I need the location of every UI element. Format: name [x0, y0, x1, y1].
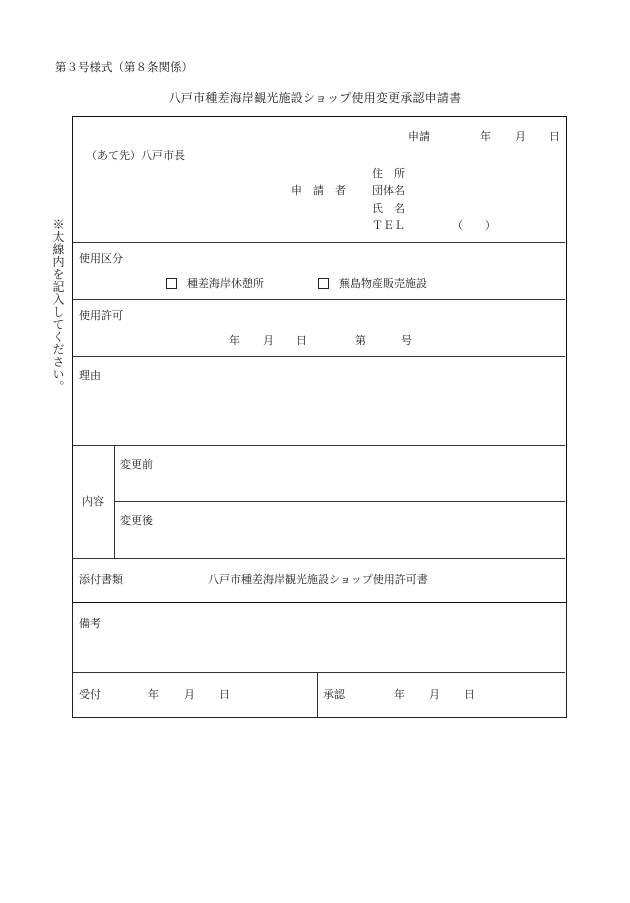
- checkbox[interactable]: [318, 278, 329, 289]
- permit-year-field[interactable]: 年: [229, 334, 240, 347]
- permit-number-suffix: 号: [401, 334, 412, 347]
- attachments-label: 添付書類: [79, 573, 123, 586]
- divider: [73, 242, 565, 243]
- received-label: 受付: [79, 688, 101, 701]
- applicant-label: 申 請 者: [291, 184, 346, 197]
- permit-month-field[interactable]: 月: [263, 334, 274, 347]
- usage-category-label: 使用区分: [79, 252, 123, 265]
- addressee: （あて先）八戸市長: [86, 149, 185, 162]
- approved-day-field[interactable]: 日: [464, 688, 475, 701]
- approved-label: 承認: [323, 688, 345, 701]
- divider: [73, 558, 565, 559]
- tel-area-code[interactable]: （ ）: [452, 219, 496, 232]
- divider: [114, 501, 565, 502]
- checkbox[interactable]: [166, 278, 177, 289]
- document-title: 八戸市種差海岸観光施設ショップ使用変更承認申請書: [168, 91, 462, 105]
- contents-label: 内容: [82, 495, 104, 508]
- form-number: 第３号様式（第８条関係）: [55, 60, 193, 74]
- organization-field[interactable]: 団体名: [372, 184, 405, 197]
- divider: [114, 445, 115, 558]
- apply-day-field[interactable]: 日: [549, 130, 560, 143]
- option-rest-house[interactable]: 種差海岸休憩所: [166, 278, 264, 290]
- divider: [73, 672, 565, 673]
- remarks-label: 備考: [79, 617, 101, 630]
- permit-label: 使用許可: [79, 309, 123, 322]
- office-use-area: [72, 603, 567, 718]
- received-year-field[interactable]: 年: [148, 688, 159, 701]
- approved-year-field[interactable]: 年: [394, 688, 405, 701]
- apply-year-field[interactable]: 年: [480, 130, 491, 143]
- divider: [73, 445, 565, 446]
- address-field[interactable]: 住 所: [372, 167, 405, 180]
- reason-label: 理由: [79, 369, 101, 382]
- received-month-field[interactable]: 月: [184, 688, 195, 701]
- received-day-field[interactable]: 日: [219, 688, 230, 701]
- attachments-value: 八戸市種差海岸観光施設ショップ使用許可書: [208, 573, 428, 586]
- apply-month-field[interactable]: 月: [515, 130, 526, 143]
- divider: [73, 299, 565, 300]
- apply-date-label: 申請: [408, 130, 430, 143]
- divider: [317, 672, 318, 717]
- before-change-label: 変更前: [120, 458, 153, 471]
- tel-field[interactable]: ＴＥＬ: [372, 219, 405, 232]
- fill-instruction-note: ※太線内を記入してください。: [51, 218, 65, 393]
- after-change-label: 変更後: [120, 514, 153, 527]
- option-kabushima-shop[interactable]: 蕪島物産販売施設: [318, 278, 427, 290]
- permit-number-prefix: 第: [355, 334, 366, 347]
- permit-day-field[interactable]: 日: [296, 334, 307, 347]
- name-field[interactable]: 氏 名: [372, 202, 405, 215]
- approved-month-field[interactable]: 月: [429, 688, 440, 701]
- reason-field[interactable]: [73, 357, 565, 444]
